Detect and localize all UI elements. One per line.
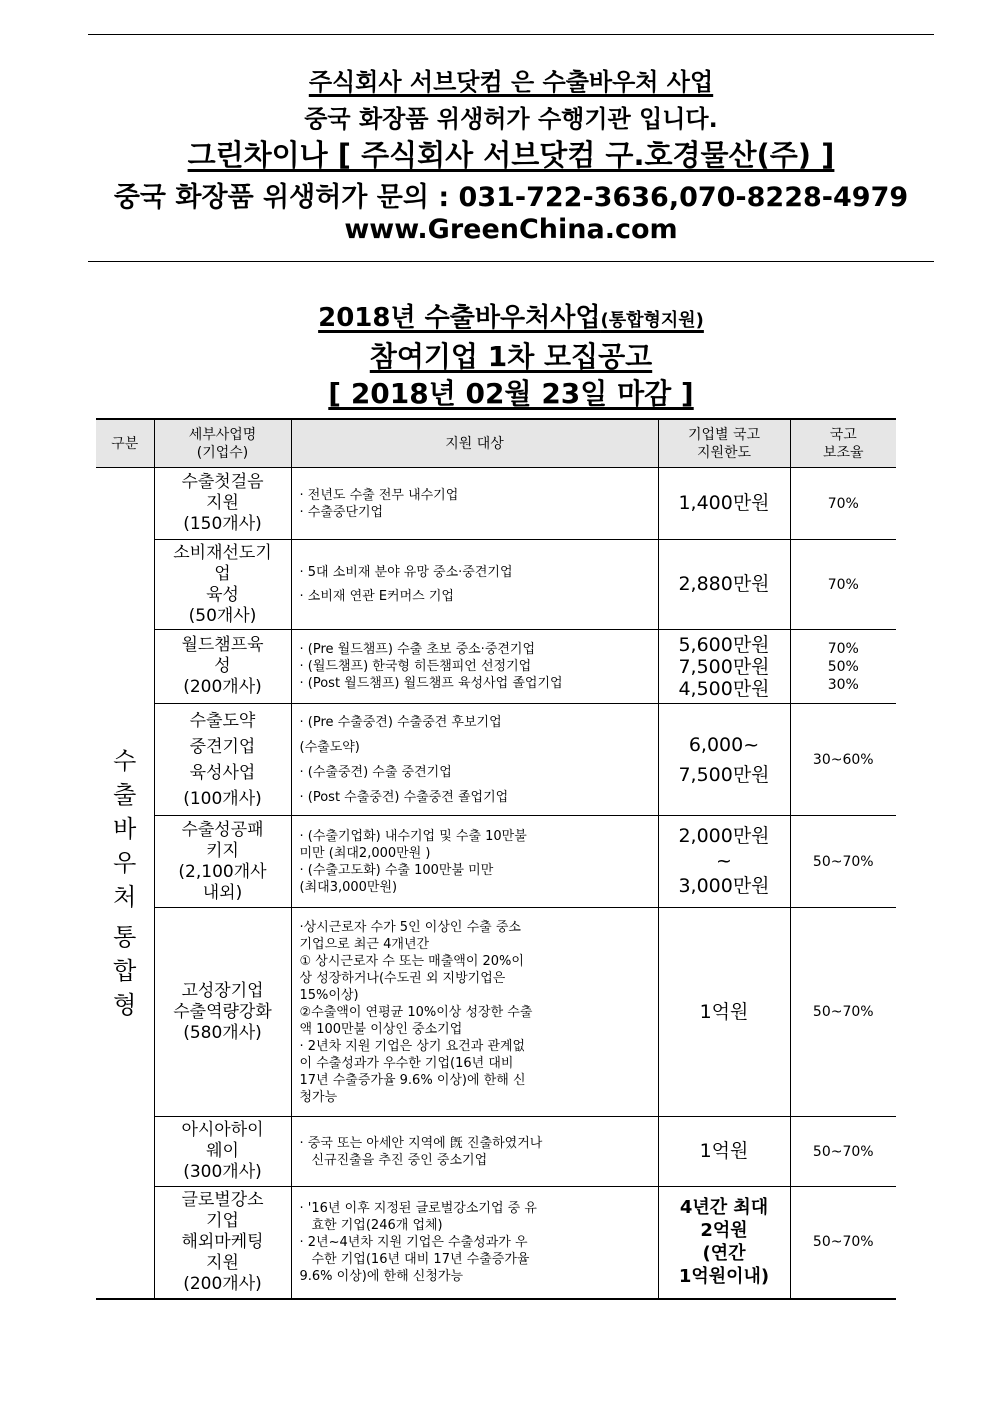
program-rate: 50~70% bbox=[790, 1117, 896, 1187]
program-name: 월드챔프육 성 (200개사) bbox=[154, 630, 291, 704]
program-limit: 6,000~ 7,500만원 bbox=[658, 704, 790, 816]
program-limit: 1억원 bbox=[658, 908, 790, 1117]
program-limit: 1,400만원 bbox=[658, 468, 790, 540]
program-name: 글로벌강소 기업 해외마케팅 지원 (200개사) bbox=[154, 1187, 291, 1299]
program-rate: 70% 50% 30% bbox=[790, 630, 896, 704]
program-target: · '16년 이후 지정된 글로벌강소기업 중 유 효한 기업(246개 업체) · 2년~4년차 지원 기업은 수출성과가 우 수한 기업(16년 대비 17년 수출증가율 9.6% 이상)에 한해 신청가능 bbox=[291, 1187, 658, 1299]
header-line-3: 그린차이나 [ 주식회사 서브닷컴 구.호경물산(주) ] bbox=[187, 138, 835, 172]
program-rate: 50~70% bbox=[790, 816, 896, 908]
program-target: · (Pre 수출중견) 수출중견 후보기업 (수출도약) · (수출중견) 수출 중견기업 · (Post 수출중견) 수출중견 졸업기업 bbox=[291, 704, 658, 816]
program-limit: 2,880만원 bbox=[658, 540, 790, 630]
program-name: 아시아하이 웨이 (300개사) bbox=[154, 1117, 291, 1187]
program-target: · 전년도 수출 전무 내수기업 · 수출중단기업 bbox=[291, 468, 658, 540]
table-row bbox=[96, 468, 896, 540]
program-limit: 1억원 bbox=[658, 1117, 790, 1187]
program-limit: 4년간 최대 2억원 (연간 1억원이내) bbox=[658, 1187, 790, 1299]
header-limit: 기업별 국고 지원한도 bbox=[658, 419, 790, 468]
header-target: 지원 대상 bbox=[291, 419, 658, 468]
top-rule bbox=[88, 34, 934, 35]
header-line-1: 주식회사 서브닷컴 은 수출바우처 사업 bbox=[308, 68, 714, 96]
program-rate: 50~70% bbox=[790, 908, 896, 1117]
header-program: 세부사업명 (기업수) bbox=[154, 419, 291, 468]
program-name: 고성장기업 수출역량강화 (580개사) bbox=[154, 908, 291, 1117]
program-name: 수출도약 중견기업 육성사업 (100개사) bbox=[154, 704, 291, 816]
notice-deadline: [ 2018년 02월 23일 마감 ] bbox=[328, 377, 694, 410]
program-rate: 70% bbox=[790, 540, 896, 630]
category-cell: 수 출 바 우 처 통 합 형 bbox=[96, 468, 154, 1299]
program-rate: 50~70% bbox=[790, 1187, 896, 1299]
header-website[interactable]: www.GreenChina.com bbox=[344, 214, 678, 245]
program-rate: 70% bbox=[790, 468, 896, 540]
program-table bbox=[96, 418, 896, 1300]
middle-rule bbox=[88, 261, 934, 262]
program-name: 소비재선도기 업 육성 (50개사) bbox=[154, 540, 291, 630]
program-rate: 30~60% bbox=[790, 704, 896, 816]
table-row bbox=[96, 540, 896, 630]
program-target: · (수출기업화) 내수기업 및 수출 10만불 미만 (최대2,000만원 ) · (수출고도화) 수출 100만불 미만 (최대3,000만원) bbox=[291, 816, 658, 908]
table-row bbox=[96, 630, 896, 704]
program-target: · (Pre 월드챔프) 수출 초보 중소·중견기업 · (월드챔프) 한국형 히든챔피언 선정기업 · (Post 월드챔프) 월드챔프 육성사업 졸업기업 bbox=[291, 630, 658, 704]
header-category: 구분 bbox=[96, 419, 154, 468]
header-rate: 국고 보조율 bbox=[790, 419, 896, 468]
table-row bbox=[96, 1117, 896, 1187]
table-header-row bbox=[96, 419, 896, 468]
program-name: 수출첫걸음 지원 (150개사) bbox=[154, 468, 291, 540]
notice-subtitle: 참여기업 1차 모집공고 bbox=[369, 340, 653, 373]
table-row bbox=[96, 908, 896, 1117]
table-row bbox=[96, 704, 896, 816]
table-row bbox=[96, 816, 896, 908]
program-target: · 중국 또는 아세안 지역에 旣 진출하였거나 신규진출을 추진 중인 중소기업 bbox=[291, 1117, 658, 1187]
header-contact: 중국 화장품 위생허가 문의 : 031-722-3636,070-8228-4979 bbox=[113, 182, 909, 213]
program-limit: 2,000만원 ~ 3,000만원 bbox=[658, 816, 790, 908]
table-row bbox=[96, 1187, 896, 1299]
notice-title: 2018년 수출바우처사업(통합형지원) bbox=[318, 303, 704, 333]
program-target: ·상시근로자 수가 5인 이상인 수출 중소 기업으로 최근 4개년간 ① 상시근로자 수 또는 매출액이 20%이 상 성장하거나(수도권 외 지방기업은 15%이상) ②수출액이 연평균 10%이상 성장한 수출 액 100만불 이상인 중소기업 · 2년차 지원 기업은 상기 요건과 관계없 이 수출성과가 우수한 기업(16년 대비 17년 수출증가율 9.6% 이상)에 한해 신 청가능 bbox=[291, 908, 658, 1117]
program-limit: 5,600만원 7,500만원 4,500만원 bbox=[658, 630, 790, 704]
program-name: 수출성공패 키지 (2,100개사 내외) bbox=[154, 816, 291, 908]
program-target: · 5대 소비재 분야 유망 중소·중견기업 · 소비재 연관 E커머스 기업 bbox=[291, 540, 658, 630]
header-line-2: 중국 화장품 위생허가 수행기관 입니다. bbox=[304, 105, 718, 133]
